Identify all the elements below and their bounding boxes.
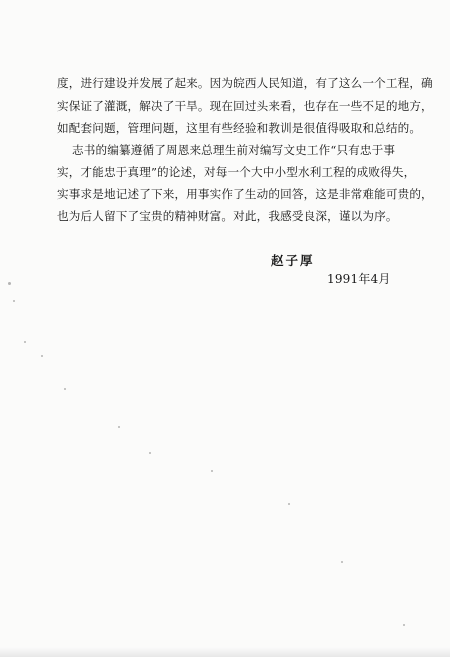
scan-speck bbox=[211, 470, 213, 472]
scan-speck bbox=[13, 300, 15, 302]
scan-speck bbox=[8, 282, 11, 285]
paragraph-1-line-3: 如配套问题，管理问题，这里有些经验和教训是很值得吸取和总结的。 bbox=[57, 121, 422, 135]
preface-date: 1991年4月 bbox=[327, 272, 391, 286]
scan-speck bbox=[118, 426, 120, 428]
paragraph-1-line-2: 实保证了灌溉，解决了干旱。现在回过头来看，也存在一些不足的地方， bbox=[57, 99, 433, 113]
paragraph-2-line-3: 实事求是地记述了下来，用事实作了生动的回答，这是非常难能可贵的， bbox=[57, 187, 433, 201]
paragraph-1-line-1: 度，进行建设并发展了起来。因为皖西人民知道，有了这么一个工程，确 bbox=[57, 76, 433, 90]
paragraph-2-line-1: 志书的编纂遵循了周恩来总理生前对编写文史工作“只有忠于事 bbox=[72, 143, 396, 157]
author-signature: 赵子厚 bbox=[271, 253, 315, 268]
scan-speck bbox=[64, 388, 66, 390]
scan-edge-shadow bbox=[0, 647, 450, 657]
scan-speck bbox=[41, 355, 43, 357]
scan-speck bbox=[403, 624, 405, 626]
paragraph-2-line-4: 也为后人留下了宝贵的精神财富。对此，我感受良深，谨以为序。 bbox=[57, 209, 398, 223]
scan-speck bbox=[149, 452, 151, 454]
scan-speck bbox=[341, 561, 343, 563]
paragraph-2-line-2: 实，才能忠于真理”的论述，对每一个大中小型水利工程的成败得失， bbox=[57, 165, 416, 179]
scan-speck bbox=[24, 341, 26, 343]
scan-speck bbox=[288, 503, 290, 505]
